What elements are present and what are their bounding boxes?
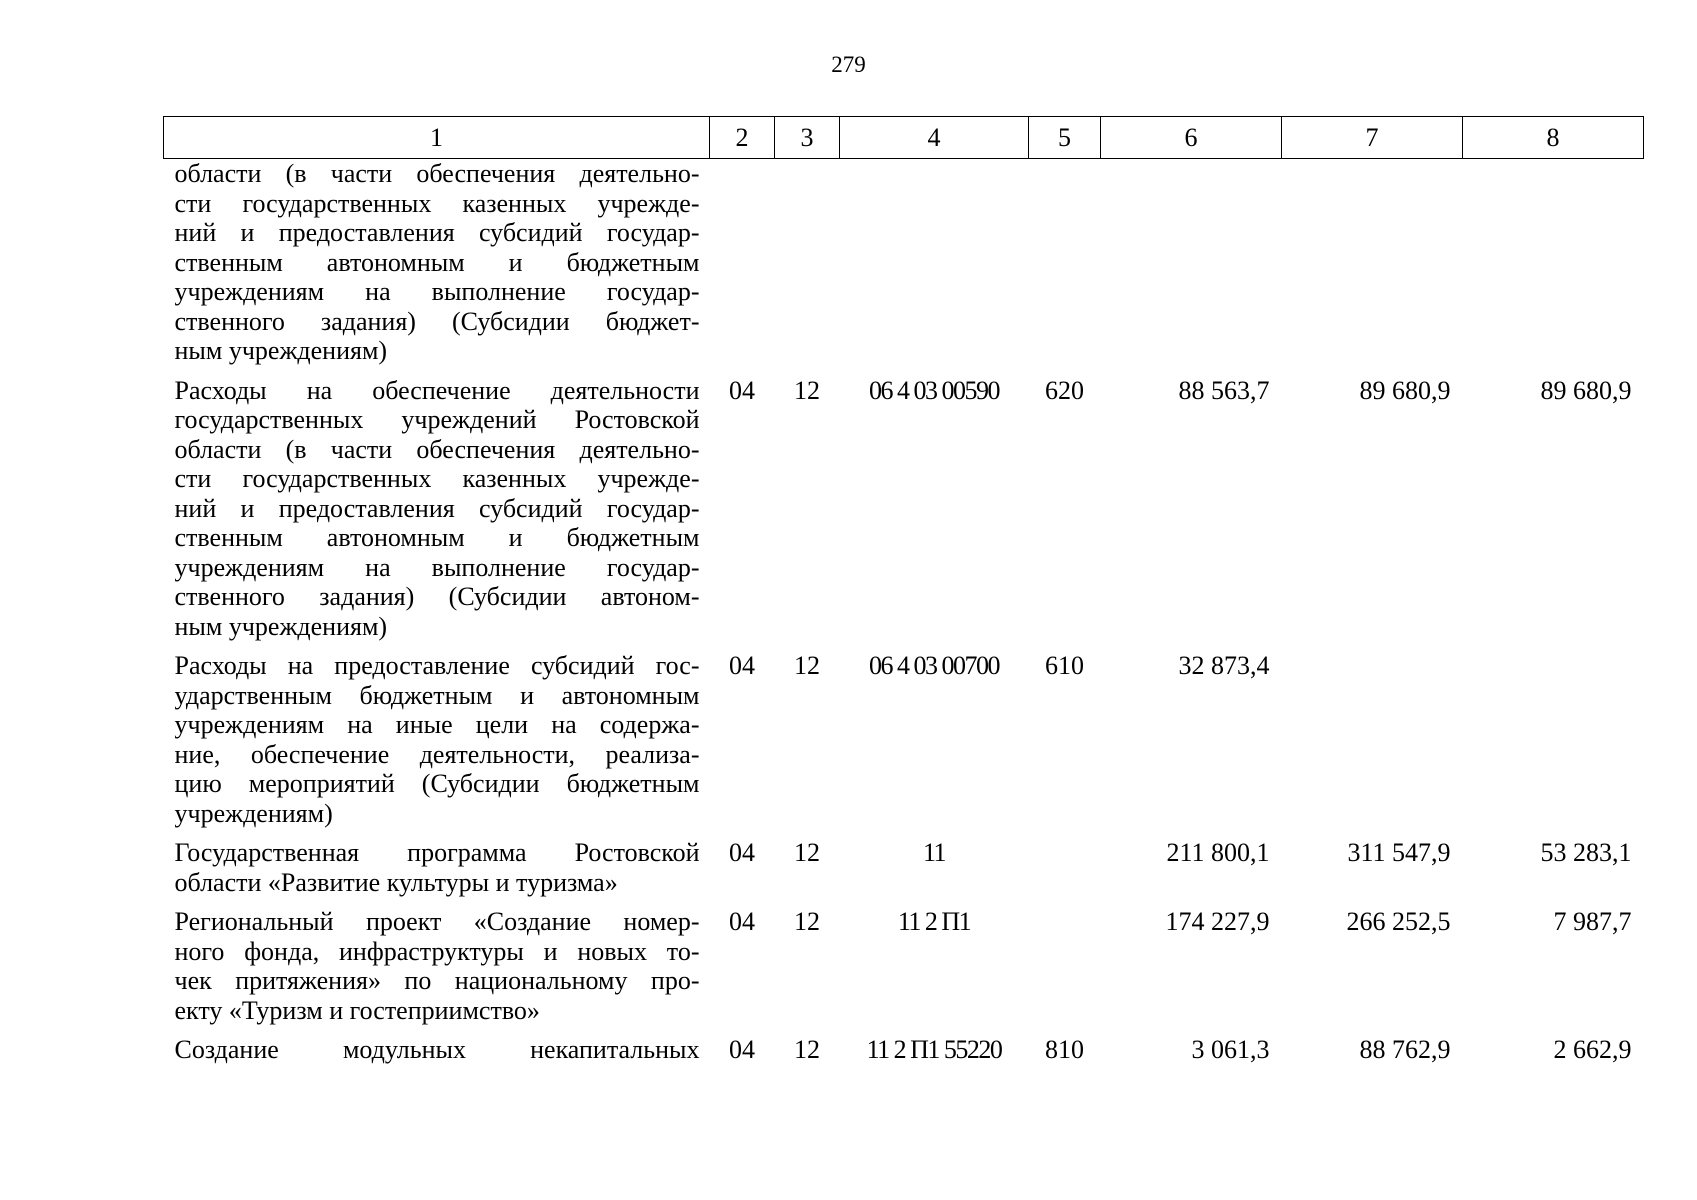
name-last-line: ным учреждениям) [174, 611, 388, 641]
section-code-cell [710, 159, 775, 376]
header-col-2: 2 [710, 117, 775, 159]
budget-table [163, 116, 1644, 1075]
name-line: ний и предоставления субсидий государ- [174, 493, 700, 523]
name-last-line: области «Развитие культуры и туризма» [174, 867, 618, 897]
name-line: учреждениям на иные цели на содержа- [174, 710, 700, 739]
name-line: цию мероприятий (Субсидии бюджетным [174, 769, 700, 798]
amount-col-6-cell: 211 800,1 [1166, 838, 1270, 867]
row-name-cell [164, 1035, 710, 1075]
amount-col-6-cell: 3 061,3 [1191, 1035, 1270, 1064]
name-line: сти государственных казенных учрежде- [174, 188, 700, 218]
target-article-cell: 06 4 03 00700 [869, 651, 999, 680]
page-number: 279 [831, 52, 866, 77]
name-line: чек притяжения» по национальному про- [174, 966, 700, 995]
name-last-line: ным учреждениям) [174, 336, 388, 365]
amount-col-8-cell: 2 662,9 [1553, 1035, 1632, 1064]
subsection-code-cell: 12 [794, 838, 820, 867]
expense-type-cell: 810 [1045, 1035, 1084, 1064]
header-row [164, 117, 1644, 159]
amount-col-6-cell: 32 873,4 [1178, 651, 1270, 680]
name-line: учреждениям на выполнение государ- [174, 552, 700, 582]
target-article-cell [840, 159, 1029, 376]
subsection-code-cell: 12 [794, 651, 820, 680]
table-row [164, 159, 1644, 376]
name-line: ственного задания) (Субсидии бюджет- [174, 306, 700, 336]
row-name-cell [164, 376, 710, 652]
section-code-cell: 04 [729, 651, 755, 680]
table-header [164, 117, 1644, 159]
name-line: ударственным бюджетным и автономным [174, 680, 700, 710]
amount-col-8-cell [1463, 159, 1644, 376]
table-row [164, 838, 1644, 907]
header-col-3: 3 [775, 117, 840, 159]
name-line: ние, обеспечение деятельности, реализа- [174, 739, 700, 769]
name-line: области (в части обеспечения деятельно- [174, 434, 700, 464]
subsection-code-cell: 12 [794, 375, 820, 405]
amount-col-8-cell [1463, 651, 1644, 838]
name-line: ственным автономным и бюджетным [174, 523, 700, 552]
target-article-cell: 11 [922, 838, 946, 867]
amount-col-8-cell: 7 987,7 [1553, 907, 1632, 936]
name-line: Расходы на предоставление субсидий гос- [174, 651, 700, 680]
amount-col-7-cell: 266 252,5 [1346, 907, 1451, 936]
subsection-code-cell: 12 [794, 1035, 820, 1064]
target-article-cell: 11 2 П1 55220 [866, 1035, 1002, 1064]
amount-col-7-cell: 311 547,9 [1347, 838, 1451, 867]
name-last-line: екту «Туризм и гостеприимство» [174, 995, 540, 1025]
header-col-4: 4 [840, 117, 1029, 159]
name-line: сти государственных казенных учрежде- [174, 464, 700, 493]
amount-col-6-cell [1101, 159, 1282, 376]
amount-col-8-cell: 53 283,1 [1540, 838, 1632, 867]
table-row [164, 376, 1644, 652]
name-line: области (в части обеспечения деятельно- [174, 159, 700, 188]
table-body [164, 159, 1644, 1075]
target-article-cell: 11 2 П1 [897, 907, 971, 936]
header-col-1: 1 [164, 117, 710, 159]
name-line: ственного задания) (Субсидии автоном- [174, 582, 700, 611]
name-line: государственных учреждений Ростовской [174, 405, 700, 434]
amount-col-7-cell [1282, 651, 1463, 838]
expense-type-cell [1029, 838, 1101, 907]
row-name-cell [164, 907, 710, 1035]
table-row [164, 907, 1644, 1035]
expense-type-cell: 610 [1045, 651, 1084, 680]
row-name-cell [164, 651, 710, 838]
table-row [164, 651, 1644, 838]
target-article-cell: 06 4 03 00590 [869, 375, 999, 405]
amount-col-7-cell: 88 762,9 [1359, 1035, 1451, 1064]
header-col-8: 8 [1463, 117, 1644, 159]
row-name-cell [164, 159, 710, 376]
section-code-cell: 04 [729, 907, 755, 936]
row-name-cell [164, 838, 710, 907]
name-line: ний и предоставления субсидий государ- [174, 218, 700, 247]
amount-col-6-cell: 174 227,9 [1165, 907, 1270, 936]
name-line: Государственная программа Ростовской [174, 838, 700, 867]
name-line: учреждениям на выполнение государ- [174, 277, 700, 306]
amount-col-7-cell: 89 680,9 [1359, 375, 1451, 405]
table-row [164, 1035, 1644, 1075]
name-last-line: учреждениям) [174, 798, 333, 828]
expense-type-cell [1029, 907, 1101, 1035]
header-col-5: 5 [1029, 117, 1101, 159]
amount-col-6-cell: 88 563,7 [1178, 375, 1270, 405]
name-line: ственным автономным и бюджетным [174, 247, 700, 277]
section-code-cell: 04 [729, 375, 755, 405]
section-code-cell: 04 [729, 838, 755, 867]
subsection-code-cell [775, 159, 840, 376]
name-line: Расходы на обеспечение деятельности [174, 375, 700, 405]
expense-type-cell [1029, 159, 1101, 376]
header-col-7: 7 [1282, 117, 1463, 159]
header-col-6: 6 [1101, 117, 1282, 159]
amount-col-7-cell [1282, 159, 1463, 376]
expense-type-cell: 620 [1045, 375, 1084, 405]
name-line: ного фонда, инфраструктуры и новых то- [174, 936, 700, 966]
section-code-cell: 04 [729, 1035, 755, 1064]
amount-col-8-cell: 89 680,9 [1540, 375, 1632, 405]
name-line: Региональный проект «Создание номер- [174, 907, 700, 936]
subsection-code-cell: 12 [794, 907, 820, 936]
name-line: Создание модульных некапитальных [174, 1035, 700, 1064]
